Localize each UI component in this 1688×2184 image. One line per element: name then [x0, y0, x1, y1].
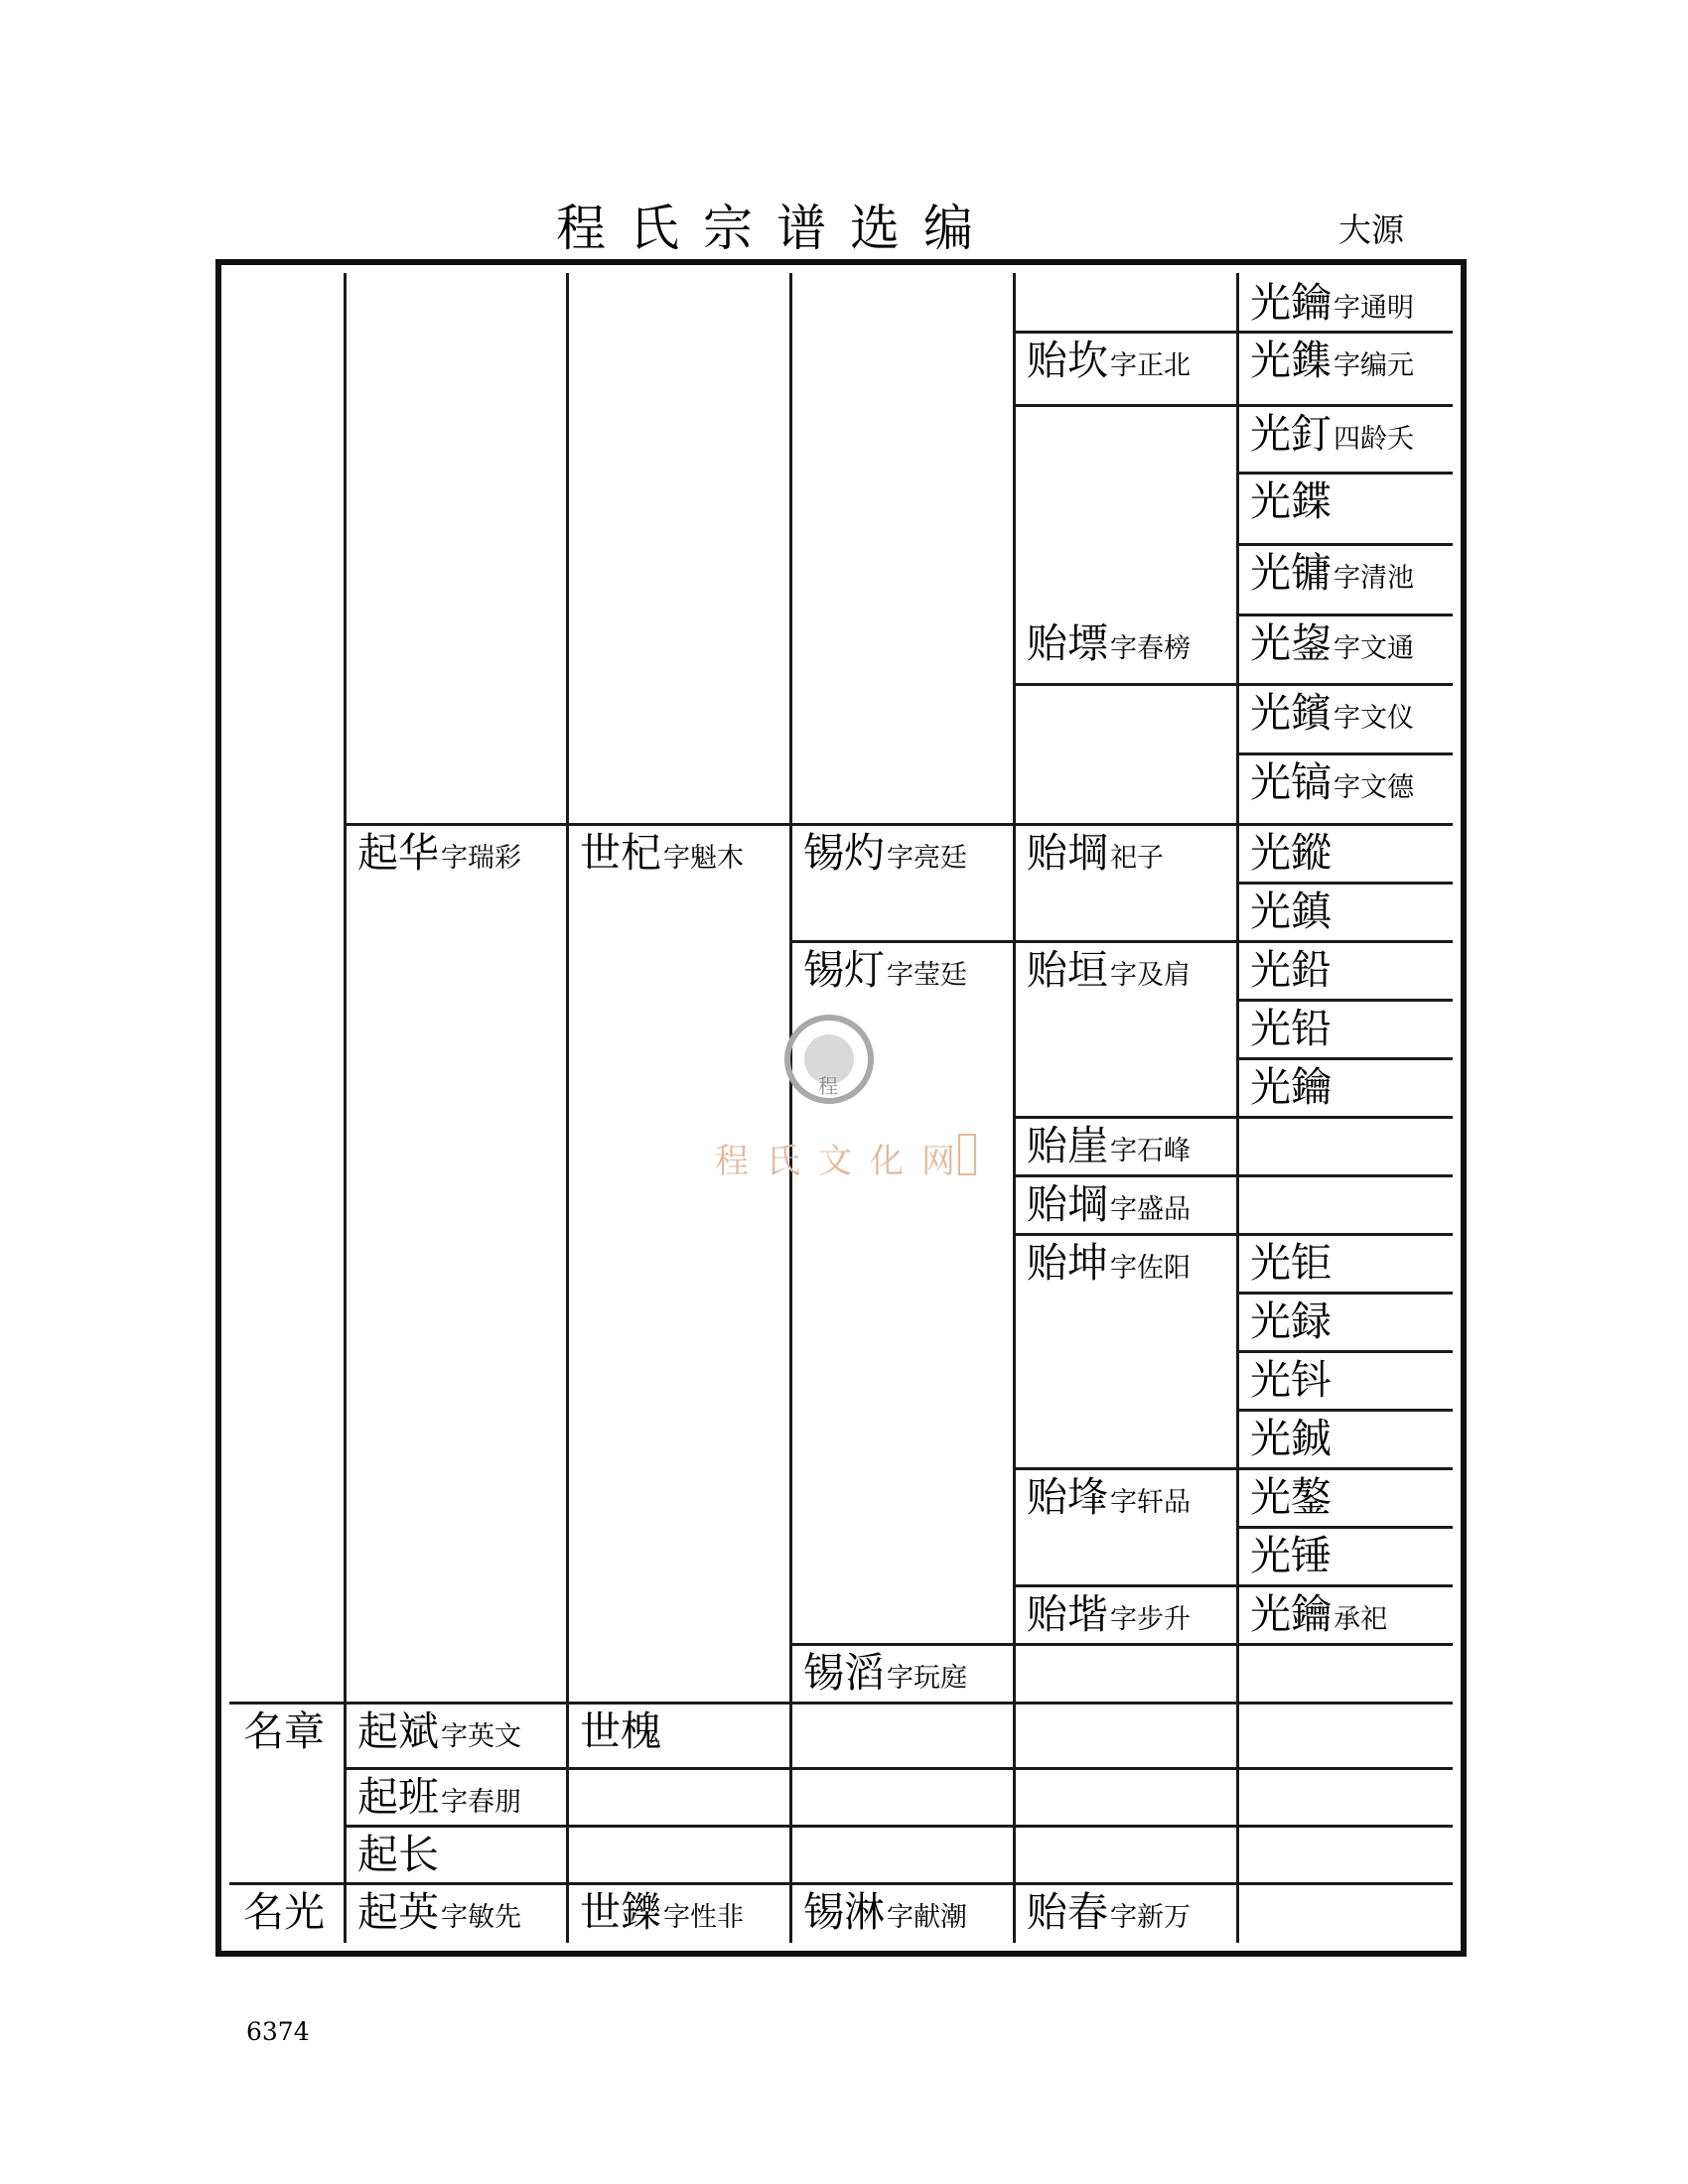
lineage-entry [1250, 1005, 1332, 1052]
given-name: 世鑠 [580, 1888, 661, 1936]
lineage-entry [1027, 1473, 1191, 1521]
lineage-entry [1250, 1063, 1332, 1111]
row-divider [1013, 404, 1453, 407]
row-divider [1236, 1526, 1453, 1529]
lineage-entry [1250, 887, 1332, 935]
courtesy-name-note: 字文仪 [1334, 703, 1414, 734]
given-name: 贻坤 [1027, 1239, 1108, 1287]
lineage-entry [1250, 549, 1414, 597]
courtesy-name-note: 字性非 [663, 1902, 744, 1933]
given-name: 起长 [357, 1831, 439, 1878]
courtesy-name-note: 字清池 [1334, 563, 1414, 594]
lineage-entry [1250, 1532, 1332, 1579]
given-name: 贻坎 [1027, 337, 1108, 384]
courtesy-name-note: 祀子 [1110, 843, 1164, 874]
row-divider [1236, 882, 1453, 885]
given-name: 光钜 [1250, 1239, 1332, 1287]
courtesy-name-note: 字石峰 [1110, 1136, 1191, 1166]
lineage-entry [1027, 1590, 1191, 1638]
given-name: 光鉛 [1250, 946, 1332, 994]
row-divider [1236, 999, 1453, 1002]
row-divider [1236, 543, 1453, 546]
lineage-entry [1027, 1180, 1191, 1228]
row-divider [344, 823, 1453, 826]
lineage-entry [580, 829, 744, 877]
given-name: 光锤 [1250, 1532, 1332, 1579]
watermark-text: 程氏文化网 [715, 1142, 973, 1181]
courtesy-name-note: 字春朋 [441, 1787, 521, 1818]
given-name: 光镛 [1250, 549, 1332, 597]
courtesy-name-note: 字正北 [1110, 350, 1191, 381]
courtesy-name-note: 四龄夭 [1334, 424, 1414, 455]
row-divider [1236, 614, 1453, 616]
row-divider [789, 1643, 1453, 1646]
lineage-entry [1250, 758, 1414, 806]
lineage-entry [1250, 1239, 1332, 1287]
row-divider [1236, 1409, 1453, 1412]
lineage-entry [357, 1831, 439, 1878]
lineage-entry [1250, 478, 1332, 525]
given-name: 光鑰 [1250, 279, 1332, 327]
courtesy-name-note: 字文德 [1334, 772, 1414, 803]
given-name: 光鏦 [1250, 829, 1332, 877]
lineage-entry [1250, 1297, 1332, 1345]
courtesy-name-note: 字佐阳 [1110, 1253, 1191, 1284]
row-divider [1013, 331, 1453, 334]
lineage-entry [243, 1707, 325, 1755]
given-name: 光鋆 [1250, 619, 1332, 667]
courtesy-name-note: 字通明 [1334, 293, 1414, 324]
row-divider [1013, 683, 1453, 686]
courtesy-name-note: 字英文 [441, 1721, 521, 1752]
watermark-seal-icon [784, 1015, 874, 1104]
lineage-entry [1250, 1415, 1332, 1462]
lineage-entry [1027, 1239, 1191, 1287]
lineage-entry [803, 829, 967, 877]
given-name: 贻埄 [1027, 1473, 1108, 1521]
courtesy-name-note: 字亮廷 [887, 843, 967, 874]
lineage-entry [357, 1707, 521, 1755]
row-divider [344, 1767, 1453, 1770]
given-name: 起华 [357, 829, 439, 877]
courtesy-name-note: 字献潮 [887, 1902, 967, 1933]
lineage-entry [803, 1649, 967, 1697]
courtesy-name-note: 字莹廷 [887, 960, 967, 991]
given-name: 名章 [243, 1707, 325, 1755]
column-divider [1013, 273, 1016, 1943]
given-name: 光镐 [1250, 758, 1332, 806]
given-name: 光鑌 [1250, 689, 1332, 737]
lineage-entry [357, 1888, 521, 1936]
given-name: 光録 [1250, 1297, 1332, 1345]
given-name: 锡灼 [803, 829, 885, 877]
column-divider [344, 273, 347, 1943]
courtesy-name-note: 字新万 [1110, 1902, 1191, 1933]
courtesy-name-note: 承祀 [1334, 1604, 1387, 1635]
given-name: 贻堈 [1027, 829, 1108, 877]
row-divider [1013, 1467, 1453, 1470]
lineage-entry [1250, 279, 1414, 327]
given-name: 锡滔 [803, 1649, 885, 1697]
courtesy-name-note: 字编元 [1334, 350, 1414, 381]
lineage-entry [803, 946, 967, 994]
row-divider [229, 1882, 1453, 1885]
given-name: 锡灯 [803, 946, 885, 994]
lineage-entry [803, 1888, 967, 1936]
given-name: 起英 [357, 1888, 439, 1936]
page-number: 6374 [246, 2017, 310, 2046]
lineage-entry [357, 1773, 521, 1821]
row-divider [1013, 1116, 1453, 1119]
given-name: 光鏶 [1250, 337, 1332, 384]
lineage-entry [1027, 1888, 1191, 1936]
lineage-entry [1250, 1590, 1387, 1638]
given-name: 光铅 [1250, 1005, 1332, 1052]
courtesy-name-note: 字文通 [1334, 633, 1414, 664]
lineage-entry [1027, 946, 1191, 994]
lineage-entry [1027, 337, 1191, 384]
given-name: 贻春 [1027, 1888, 1108, 1936]
given-name: 光鋮 [1250, 1415, 1332, 1462]
given-name: 光鍱 [1250, 478, 1332, 525]
lineage-entry [243, 1888, 325, 1936]
given-name: 贻垣 [1027, 946, 1108, 994]
given-name: 贻墂 [1027, 619, 1108, 667]
lineage-entry [1250, 337, 1414, 384]
given-name: 光鑰 [1250, 1063, 1332, 1111]
lineage-entry [1250, 619, 1414, 667]
given-name: 光釘 [1250, 410, 1332, 458]
courtesy-name-note: 字瑞彩 [441, 843, 521, 874]
given-name: 锡淋 [803, 1888, 885, 1936]
lineage-entry [1250, 689, 1414, 737]
row-divider [1236, 1350, 1453, 1353]
row-divider [1013, 1584, 1453, 1587]
given-name: 光钭 [1250, 1356, 1332, 1404]
courtesy-name-note: 字玩庭 [887, 1663, 967, 1694]
watermark-stamp-icon [958, 1134, 976, 1175]
lineage-entry [1250, 1473, 1332, 1521]
lineage-entry [1250, 410, 1414, 458]
page-title: 程氏宗谱选编 [556, 200, 997, 257]
courtesy-name-note: 字及肩 [1110, 960, 1191, 991]
row-divider [344, 1825, 1453, 1828]
given-name: 名光 [243, 1888, 325, 1936]
lineage-entry [580, 1707, 661, 1755]
column-divider [566, 273, 569, 1943]
courtesy-name-note: 字步升 [1110, 1604, 1191, 1635]
row-divider [1236, 1292, 1453, 1295]
given-name: 光鏊 [1250, 1473, 1332, 1521]
given-name: 光鑰 [1250, 1590, 1332, 1638]
given-name: 贻堈 [1027, 1180, 1108, 1228]
column-divider [1236, 273, 1239, 1943]
genealogy-grid [229, 273, 1453, 1943]
courtesy-name-note: 字春榜 [1110, 633, 1191, 664]
lineage-entry [1027, 829, 1164, 877]
row-divider [789, 940, 1453, 943]
lineage-entry [1027, 1122, 1191, 1169]
given-name: 起班 [357, 1773, 439, 1821]
lineage-entry [1027, 619, 1191, 667]
row-divider [1236, 752, 1453, 755]
courtesy-name-note: 字轩品 [1110, 1487, 1191, 1518]
given-name: 世槐 [580, 1707, 661, 1755]
courtesy-name-note: 字敏先 [441, 1902, 521, 1933]
seal-text: 程 [818, 1074, 838, 1098]
courtesy-name-note: 字盛品 [1110, 1194, 1191, 1225]
given-name: 光鎮 [1250, 887, 1332, 935]
row-divider [1013, 1233, 1453, 1236]
lineage-entry [1250, 1356, 1332, 1404]
given-name: 世杞 [580, 829, 661, 877]
lineage-entry [357, 829, 521, 877]
row-divider [1236, 1057, 1453, 1060]
row-divider [1013, 1174, 1453, 1177]
given-name: 贻堦 [1027, 1590, 1108, 1638]
row-divider [1236, 472, 1453, 475]
lineage-entry [1250, 946, 1332, 994]
given-name: 贻崖 [1027, 1122, 1108, 1169]
given-name: 起斌 [357, 1707, 439, 1755]
row-divider [229, 1702, 1453, 1705]
column-divider [789, 273, 792, 1943]
courtesy-name-note: 字魁木 [663, 843, 744, 874]
region-label: 大源 [1338, 210, 1404, 249]
lineage-entry [580, 1888, 744, 1936]
lineage-entry [1250, 829, 1332, 877]
